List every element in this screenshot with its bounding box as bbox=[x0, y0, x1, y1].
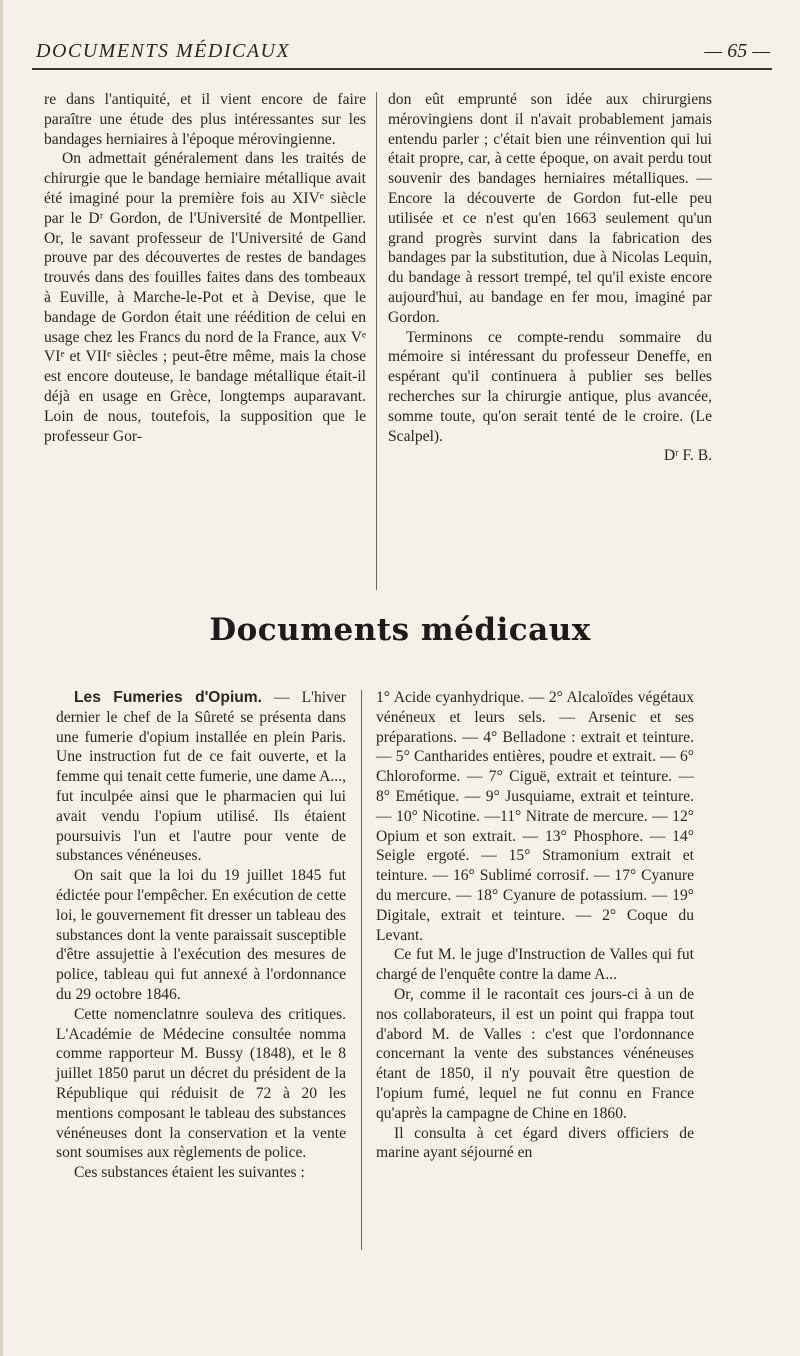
page-header bbox=[32, 34, 772, 70]
paragraph-text: — L'hiver dernier le chef de la Sûreté se présenta dans une fumerie d'opium installée en plein Paris. Une instruction fut de ce fait ouverte, et la femme qui tenait cette fumerie, une dame A..., fut inculpée ainsi que le pharmacien qui lui avait vendu l'opium utilisé. Ils étaient poursuivis l'un et l'autre pour vente de substances vénéneuses. bbox=[56, 689, 346, 865]
article-bottom-left-column bbox=[56, 688, 346, 1183]
paragraph: Terminons ce compte-rendu sommaire du mémoire si intéressant du professeur Deneffe, en espérant qu'il continuera à publier ses belles recherches sur la chirurgie antique, plus avancée, somme toute, qu'on serait tenté de le croire. (Le Scalpel). bbox=[388, 328, 712, 445]
article-lead-title: Les Fumeries d'Opium. bbox=[74, 689, 263, 706]
page-number: — 65 — bbox=[704, 40, 770, 62]
paragraph: Cette nomenclatnre souleva des critiques. L'Académie de Médecine consultée nomma comme rapporteur M. Bussy (1848), et le 8 juillet 1850 parut un décret du président de la République qui réduisit de 72 à 20 les mentions composant le tableau des substances vénéneuses dont la conservation et la vente sont soumises aux règlements de police. bbox=[56, 1005, 346, 1162]
scan-edge bbox=[0, 0, 3, 1356]
paragraph: Ces substances étaient les suivantes : bbox=[74, 1164, 305, 1182]
article-bottom-right-column bbox=[376, 688, 694, 1163]
running-title: DOCUMENTS MÉDICAUX bbox=[36, 40, 291, 62]
section-title: Documents médicaux bbox=[209, 612, 591, 648]
paragraph: On sait que la loi du 19 juillet 1845 fut édictée pour l'empêcher. En exécution de cette loi, le gouvernement fit dresser un tableau des substances dont la vente paraissait susceptible d'être assujettie à l'exécution des mesures de police, tableau qui fut annexé à l'ordonnance du 29 octobre 1846. bbox=[56, 867, 346, 1003]
paragraph: 1° Acide cyanhydrique. — 2° Alcaloïdes végétaux vénéneux et leurs sels. — Arsenic et ses préparations. — 4° Belladone : extrait et teinture. — 5° Cantharides entières, poudre et extrait. — 6° Chloroforme. — 7° Ciguë, extrait et teinture. — 8° Emétique. — 9° Jusquiame, extrait et teinture. — 10° Nicotine. —11° Nitrate de mercure. — 12° Opium et son extrait. — 13° Phosphore. — 14° Seigle ergoté. — 15° Stramonium extrait et teinture. — 16° Sublimé corrosif. — 17° Cyanure du mercure. — 18° Cyanure de potassium. — 19° Digitale, extrait et teinture. — 2° Coque du Levant. bbox=[376, 689, 694, 944]
column-divider bbox=[376, 92, 377, 590]
paragraph: Or, comme il le racontait ces jours-ci à un de nos collaborateurs, il est un point qui frappa tout d'abord M. de Valles : c'est que l'ordonnance concernant la vente des substances vénéneuses étant de 1850, il n'y pouvait être question de l'opium fumé, lequel ne fut connu en France qu'après la campagne de Chine en 1860. bbox=[376, 985, 694, 1122]
paragraph: On admettait généralement dans les traités de chirurgie que le bandage herniaire métallique avait été imaginé pour la première fois au XIVᵉ siècle par le Dʳ Gordon, de l'Université de Montpellier. Or, le savant professeur de l'Université de Gand prouve par des découvertes de restes de bandages trouvés dans des fouilles faites dans des tombeaux à Euville, à Marche-le-Pot et à Devise, que le bandage de Gordon était une réédition de celui en usage chez les Francs du nord de la France, aux Vᵉ VIᵉ et VIIᵉ siècles ; peut-être même, mais la chose est encore douteuse, le bandage métallique était-il déjà en usage en Grèce, longtemps auparavant. Loin de nous, toutefois, la supposition que le professeur Gor- bbox=[44, 150, 366, 445]
paragraph: Ce fut M. le juge d'Instruction de Valles qui fut chargé de l'enquête contre la dame A... bbox=[376, 946, 694, 984]
article-top-left-column bbox=[44, 90, 366, 446]
lead-paragraph bbox=[56, 688, 346, 866]
paragraph: Il consulta à cet égard divers officiers de marine ayant séjourné en bbox=[376, 1124, 694, 1162]
signature: Dʳ F. B. bbox=[663, 447, 712, 465]
paragraph: re dans l'antiquité, et il vient encore de faire paraître une étude des plus intéressantes sur les bandages herniaires à l'époque mérovingienne. bbox=[44, 91, 366, 148]
article-top-right-column bbox=[388, 90, 712, 466]
column-divider bbox=[361, 690, 362, 1250]
paragraph: don eût emprunté son idée aux chirurgiens mérovingiens dont il n'avait probablement jamais entendu parler ; c'était bien une réinvention qui lui était propre, car, à cette époque, on avait perdu tout souvenir des bandages herniaires métalliques. — Encore la découverte de Gordon fut-elle peu utilisée et ce n'est qu'en 1663 seulement qu'un grand progrès survint dans la fabrication des bandages par la substitution, due à Nicolas Lequin, du bandage à ressort trempé, tel qu'il existe encore aujourd'hui, au bandage en fer mou, imaginé par Gordon. bbox=[388, 91, 712, 326]
